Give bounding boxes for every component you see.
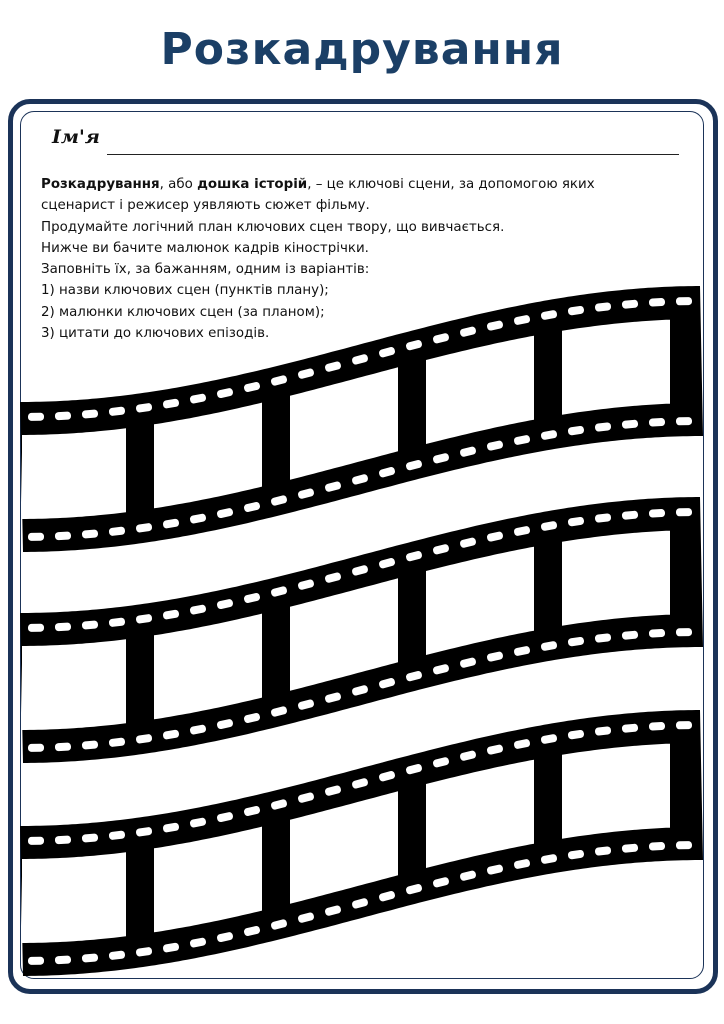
sprocket-hole	[622, 724, 639, 733]
sprocket-hole	[82, 529, 99, 538]
sprocket-hole	[82, 740, 99, 749]
option-item: 1) назви ключових сцен (пунктів плану);	[41, 283, 329, 299]
sprocket-hole	[55, 742, 71, 751]
sprocket-hole	[55, 531, 71, 540]
instruction-line-4: Нижче ви бачите малюнок кадрів кінострічки.	[41, 240, 369, 256]
sprocket-hole	[82, 620, 99, 629]
sprocket-hole	[82, 953, 99, 962]
sprocket-hole	[676, 508, 692, 516]
sprocket-hole	[28, 744, 44, 752]
sprocket-hole	[55, 411, 71, 420]
instruction-line-5: Заповніть їх, за бажанням, одним із варіантів:	[41, 262, 370, 278]
page-title: Розкадрування	[160, 24, 564, 75]
sprocket-hole	[55, 955, 71, 964]
sprocket-hole	[649, 418, 665, 427]
film-frame[interactable]	[562, 531, 670, 626]
option-item: 2) малюнки ключових сцен (за планом);	[41, 304, 325, 320]
term-storyboard: Розкадрування	[41, 177, 160, 192]
sprocket-hole	[55, 622, 71, 631]
instructions-text	[41, 174, 681, 344]
sprocket-hole	[82, 833, 99, 842]
sprocket-hole	[28, 624, 44, 632]
sprocket-hole	[649, 842, 665, 851]
sprocket-hole	[676, 721, 692, 729]
sprocket-hole	[82, 409, 99, 418]
name-label: Ім'я	[52, 126, 100, 148]
sprocket-hole	[676, 841, 692, 849]
sprocket-hole	[28, 957, 44, 965]
sprocket-hole	[622, 631, 639, 640]
film-frame[interactable]	[22, 428, 126, 519]
sprocket-hole	[622, 511, 639, 520]
term-story-board: дошка історій	[197, 177, 308, 192]
sprocket-hole	[622, 420, 639, 429]
instruction-line-1	[41, 174, 681, 195]
sprocket-hole	[649, 509, 665, 518]
instruction-line-3: Продумайте логічний план ключових сцен твору, що вивчається.	[41, 219, 505, 235]
sprocket-hole	[55, 835, 71, 844]
option-item: 3) цитати до ключових епізодів.	[41, 326, 270, 342]
sprocket-hole	[622, 844, 639, 853]
definition-text: , – це ключові сцени, за допомогою яких	[307, 177, 595, 192]
sprocket-hole	[676, 417, 692, 425]
sprocket-hole	[676, 628, 692, 636]
sprocket-hole	[649, 629, 665, 638]
film-frame[interactable]	[22, 852, 126, 943]
film-frame[interactable]	[22, 639, 126, 730]
sprocket-hole	[649, 722, 665, 731]
sprocket-hole	[28, 837, 44, 845]
film-frame[interactable]	[562, 744, 670, 839]
term-connector: , або	[159, 177, 198, 192]
sprocket-hole	[28, 533, 44, 541]
instruction-line-2: сценарист і режисер уявляють сюжет фільму.	[41, 198, 370, 214]
sprocket-hole	[28, 413, 44, 421]
